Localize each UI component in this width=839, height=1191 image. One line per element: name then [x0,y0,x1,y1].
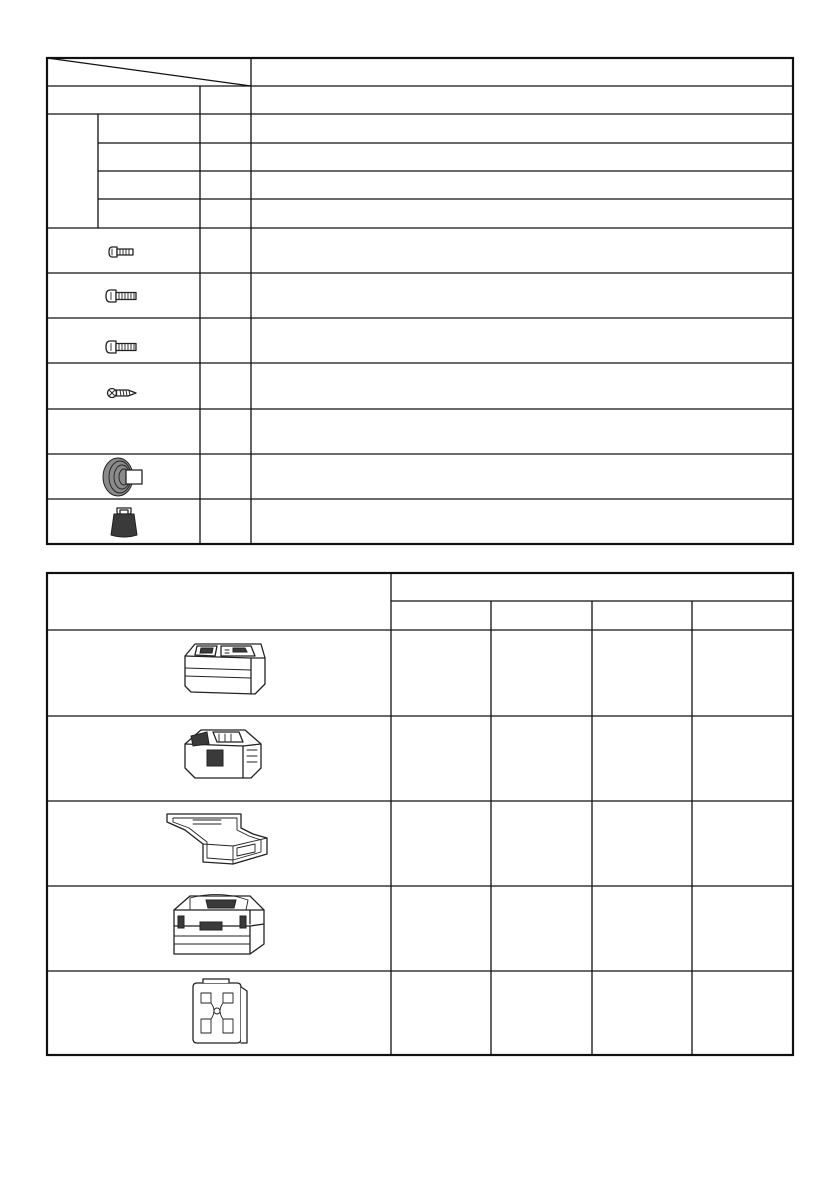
carrying-case-icon [193,979,247,1043]
case-inner-tray-icon [167,814,267,864]
medium-pan-head-screw-icon [106,290,136,302]
optional-accessories-table [47,573,793,1055]
system-case-icon [174,894,264,954]
table2-frame [47,573,793,1055]
short-pan-head-screw-icon [109,247,133,257]
rubber-cap-icon [111,508,137,537]
table1-frame [47,58,793,544]
wheel-spool-icon [103,458,142,496]
battery-charger-icon [185,644,265,694]
long-pan-head-screw-icon [106,341,136,353]
battery-pack-icon [185,730,261,778]
tapping-screw-icon [108,389,137,398]
standard-accessories-table [47,58,793,544]
table1-header-diagonal [47,58,251,86]
